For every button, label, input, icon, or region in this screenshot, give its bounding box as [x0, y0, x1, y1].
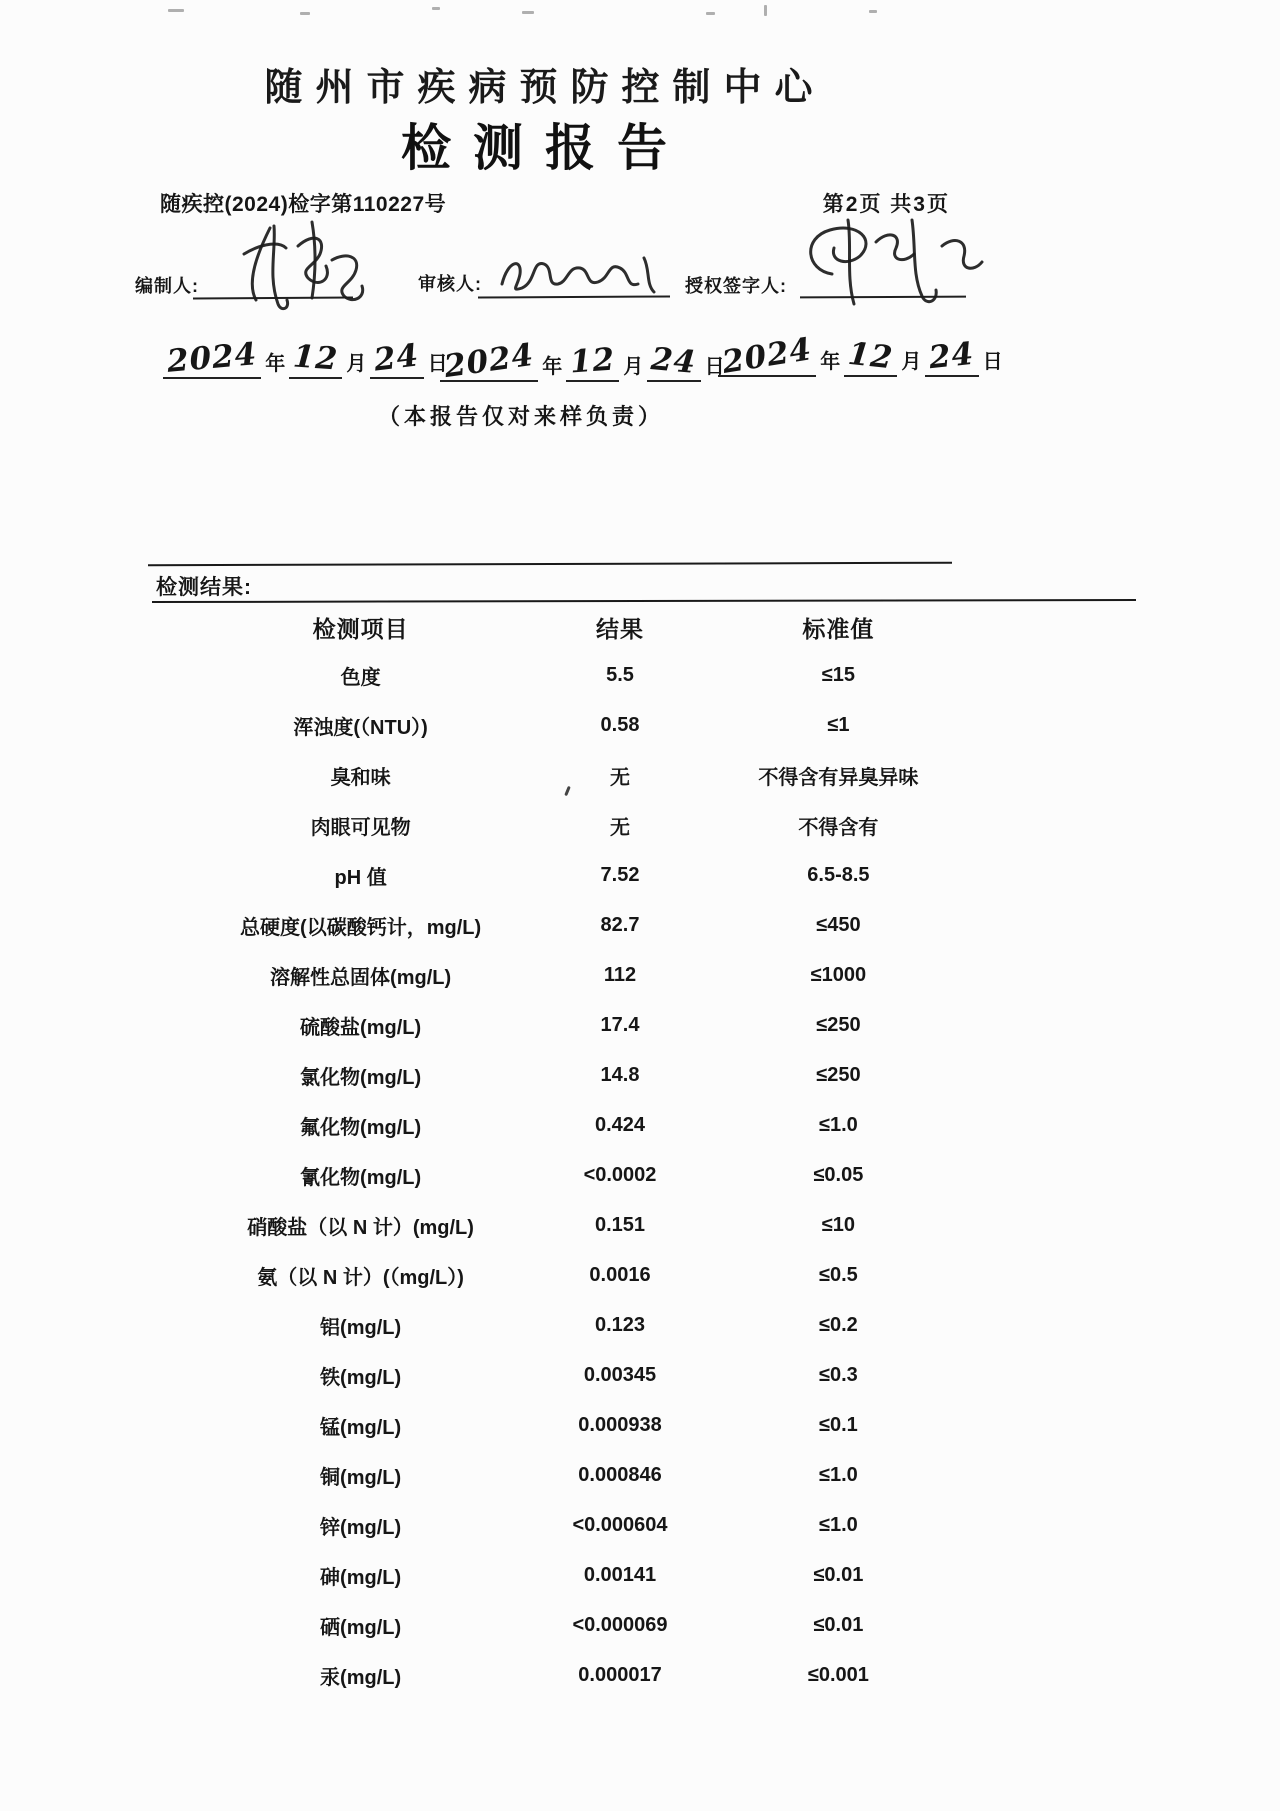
- standard-cell: 不得含有: [798, 816, 879, 839]
- scan-speck: [168, 9, 184, 12]
- standard-cell: ≤450: [816, 913, 861, 936]
- results-table-body: [150, 650, 960, 1700]
- results-section-label: 检测结果:: [156, 576, 252, 599]
- table-row: [150, 1350, 960, 1400]
- result-cell: 0.00141: [583, 1563, 657, 1586]
- result-cell: <0.0002: [583, 1163, 657, 1186]
- authorizer-date: [718, 331, 1003, 381]
- date-month-value: 12: [569, 341, 617, 381]
- standard-cell: ≤0.2: [819, 1313, 858, 1336]
- item-cell: 汞(mg/L): [320, 1666, 402, 1689]
- results-table: [150, 604, 960, 1700]
- date-day-value: 24: [372, 337, 422, 379]
- report-note: （本报告仅对来样负责）: [378, 404, 665, 429]
- preparer-signature: [228, 212, 388, 322]
- result-cell: 7.52: [600, 863, 640, 886]
- table-row: [150, 1500, 960, 1550]
- doc-number: 随疾控(2024)检字第110227号: [160, 193, 447, 216]
- year-label: 年: [542, 356, 563, 378]
- authorizer-label: 授权签字人:: [685, 276, 787, 296]
- item-cell: 铁(mg/L): [320, 1366, 402, 1389]
- item-cell: 臭和味: [330, 766, 391, 789]
- page-indicator: 第2页 共3页: [822, 193, 950, 216]
- scan-speck: [706, 12, 715, 15]
- month-label: 月: [346, 353, 367, 375]
- scan-speck: [432, 7, 440, 10]
- result-cell: 14.8: [600, 1063, 640, 1086]
- month-label: 月: [623, 356, 644, 378]
- standard-cell: ≤0.1: [819, 1413, 858, 1436]
- item-cell: 砷(mg/L): [320, 1566, 402, 1589]
- date-day-value: 24: [927, 335, 977, 377]
- standard-cell: ≤0.001: [807, 1663, 869, 1686]
- day-label: 日: [704, 356, 725, 378]
- standard-cell: ≤1.0: [819, 1113, 858, 1136]
- table-row: [150, 1450, 960, 1500]
- result-cell: 0.0016: [589, 1263, 651, 1286]
- reviewer-signature: [492, 236, 682, 306]
- standard-cell: ≤10: [821, 1213, 856, 1236]
- table-row: [150, 750, 960, 800]
- table-header-row: [150, 604, 960, 650]
- result-cell: 0.000938: [578, 1413, 662, 1436]
- standard-cell: ≤1.0: [819, 1513, 858, 1536]
- item-cell: 硒(mg/L): [320, 1616, 402, 1639]
- item-cell: 总硬度(以碳酸钙计，mg/L): [240, 916, 482, 939]
- result-cell: 17.4: [600, 1013, 640, 1036]
- authorizer-signature: [792, 212, 992, 312]
- item-cell: pH 值: [334, 866, 387, 889]
- date-year-value: 2024: [441, 336, 537, 386]
- table-row: [150, 1600, 960, 1650]
- column-header-result: 结果: [596, 615, 644, 642]
- table-row: [150, 1200, 960, 1250]
- standard-cell: ≤15: [821, 663, 856, 686]
- table-row: [150, 1100, 960, 1150]
- item-cell: 锌(mg/L): [320, 1516, 402, 1539]
- day-label: 日: [427, 353, 448, 375]
- year-label: 年: [265, 353, 286, 375]
- column-header-standard: 标准值: [802, 615, 875, 642]
- scan-speck: [522, 11, 534, 14]
- preparer-date: [163, 336, 448, 380]
- scan-speck: [869, 10, 877, 13]
- standard-cell: ≤0.5: [819, 1263, 858, 1286]
- org-title: 随州市疾病预防控制中心: [264, 67, 826, 109]
- item-cell: 氨（以 N 计）(（mg/L）): [257, 1266, 464, 1289]
- result-cell: 0.424: [594, 1113, 646, 1136]
- standard-cell: 不得含有异臭异味: [758, 766, 919, 789]
- column-header-item: 检测项目: [312, 615, 409, 642]
- item-cell: 氰化物(mg/L): [300, 1166, 422, 1189]
- item-cell: 铝(mg/L): [320, 1316, 402, 1339]
- table-row: [150, 950, 960, 1000]
- result-cell: 无: [610, 766, 630, 789]
- table-row: [150, 1650, 960, 1700]
- preparer-label: 编制人:: [135, 276, 199, 296]
- standard-cell: ≤1.0: [819, 1463, 858, 1486]
- table-row: [150, 1300, 960, 1350]
- item-cell: 硝酸盐（以 N 计）(mg/L): [247, 1216, 474, 1239]
- result-cell: 5.5: [606, 663, 634, 686]
- scan-speck: [764, 5, 767, 16]
- divider-line: [152, 599, 1136, 603]
- result-cell: 0.00345: [583, 1363, 657, 1386]
- table-row: [150, 850, 960, 900]
- report-title: 检测报告: [401, 120, 689, 176]
- reviewer-date: [440, 336, 725, 386]
- standard-cell: ≤0.3: [819, 1363, 858, 1386]
- table-row: [150, 1250, 960, 1300]
- standard-cell: ≤0.01: [813, 1613, 864, 1636]
- table-row: [150, 1550, 960, 1600]
- date-year-value: 2024: [165, 336, 259, 380]
- divider-line: [148, 562, 952, 567]
- standard-cell: ≤1000: [810, 963, 867, 986]
- result-cell: 0.151: [594, 1213, 646, 1236]
- date-month-value: 12: [846, 335, 896, 377]
- result-cell: <0.000604: [572, 1513, 668, 1536]
- table-row: [150, 800, 960, 850]
- result-cell: 无: [610, 816, 630, 839]
- table-row: [150, 1000, 960, 1050]
- standard-cell: ≤250: [816, 1063, 861, 1086]
- table-row: [150, 1050, 960, 1100]
- item-cell: 浑浊度(（NTU）): [293, 716, 428, 739]
- table-row: [150, 1150, 960, 1200]
- item-cell: 硫酸盐(mg/L): [300, 1016, 422, 1039]
- standard-cell: ≤0.05: [813, 1163, 864, 1186]
- item-cell: 氟化物(mg/L): [300, 1116, 422, 1139]
- result-cell: 112: [603, 963, 637, 986]
- result-cell: 0.58: [600, 713, 640, 736]
- scan-speck: [300, 12, 310, 15]
- item-cell: 肉眼可见物: [310, 816, 411, 839]
- result-cell: 0.000017: [578, 1663, 662, 1686]
- standard-cell: ≤1: [827, 713, 850, 736]
- day-label: 日: [982, 351, 1003, 373]
- table-row: [150, 1400, 960, 1450]
- date-year-value: 2024: [719, 331, 815, 381]
- item-cell: 铜(mg/L): [320, 1466, 402, 1489]
- table-row: [150, 700, 960, 750]
- standard-cell: ≤0.01: [813, 1563, 864, 1586]
- table-row: [150, 650, 960, 700]
- item-cell: 锰(mg/L): [320, 1416, 402, 1439]
- item-cell: 色度: [340, 666, 381, 689]
- item-cell: 溶解性总固体(mg/L): [270, 966, 452, 989]
- result-cell: 0.000846: [578, 1463, 662, 1486]
- date-day-value: 24: [649, 341, 699, 381]
- result-cell: <0.000069: [572, 1613, 668, 1636]
- date-month-value: 12: [292, 338, 340, 378]
- month-label: 月: [901, 351, 922, 373]
- standard-cell: 6.5-8.5: [807, 863, 870, 886]
- reviewer-label: 审核人:: [418, 274, 482, 294]
- result-cell: 0.123: [594, 1313, 646, 1336]
- table-row: [150, 900, 960, 950]
- item-cell: 氯化物(mg/L): [300, 1066, 422, 1089]
- standard-cell: ≤250: [816, 1013, 861, 1036]
- year-label: 年: [820, 351, 841, 373]
- result-cell: 82.7: [600, 913, 640, 936]
